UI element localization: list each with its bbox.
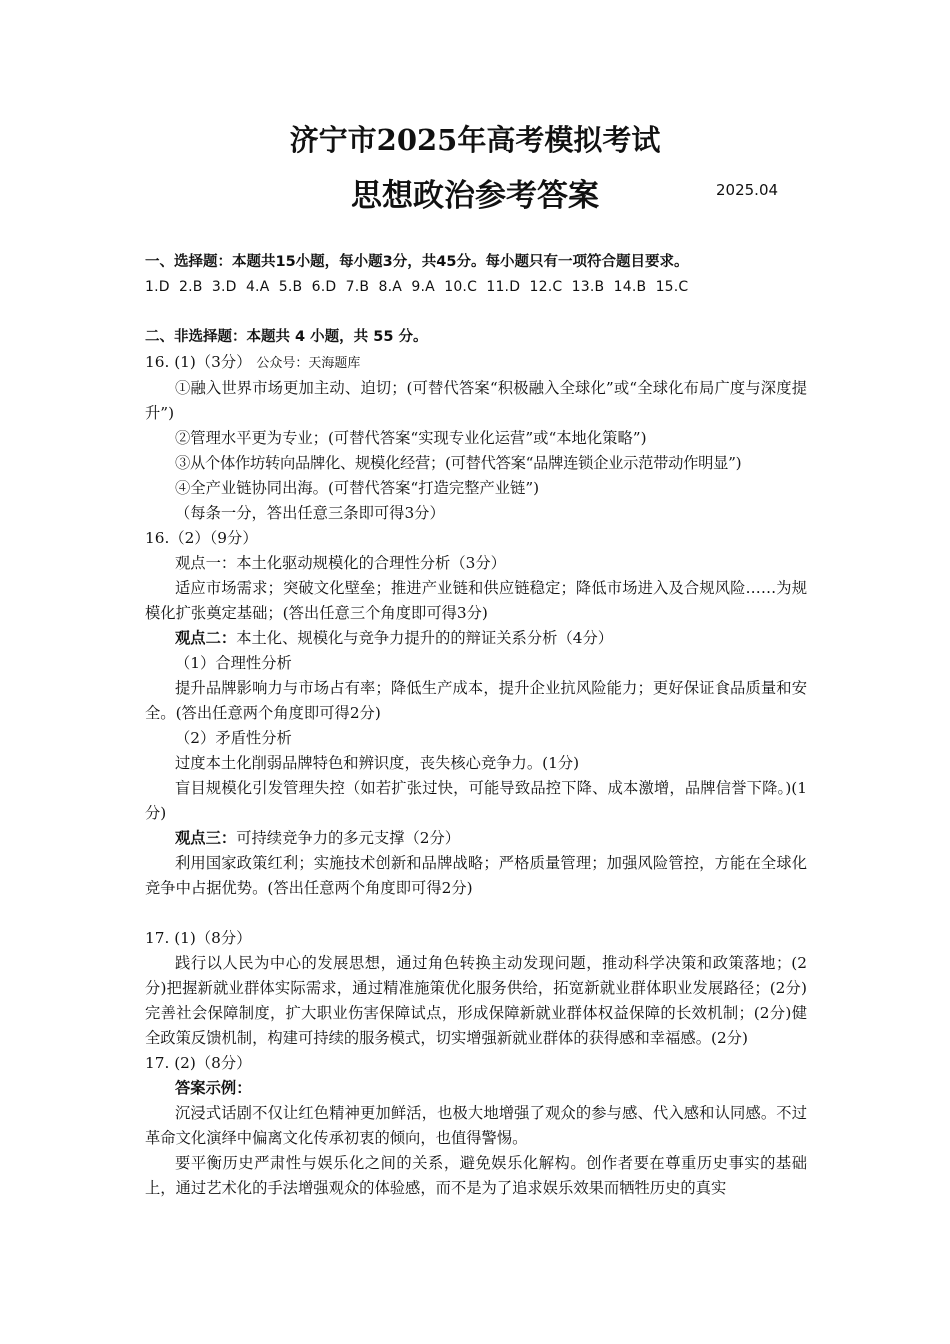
q16-1-item-3: ③从个体作坊转向品牌化、规模化经营；(可替代答案“品牌连锁企业示范带动作明显”) [175, 454, 742, 472]
document-date: 2025.04 [716, 181, 779, 199]
q16-2-view3-title: 可持续竞争力的多元支撑（2分） [236, 829, 461, 847]
section1-heading: 一、选择题：本题共15小题，每小题3分，共45分。每小题只有一项符合题目要求。 [145, 254, 689, 270]
q17-1-text: 践行以人民为中心的发展思想，通过角色转换主动发现问题，推动科学决策和政策落地；(2分)把握新就业群体实际需求，通过精准施策优化服务供给，拓宽新就业群体职业发展路径；(2分)完善社会保障制度，扩大职业伤害保障试点，形成保障新就业群体权益保障的长效机制；(2分)健全政策反馈机制，构建可持续的服务模式，切实增强新就业群体的获得感和幸福感。(2分) [145, 954, 807, 1047]
q16-2-view2-sub1: （1）合理性分析 [175, 654, 292, 672]
section2-heading: 二、非选择题：本题共 4 小题，共 55 分。 [145, 329, 428, 345]
q16-1-label-line [145, 350, 807, 376]
q16-2-view2-sub2-text2: 盲目规模化引发管理失控（如若扩张过快，可能导致品控下降、成本激增，品牌信誉下降。)(1分) [145, 779, 807, 822]
q16-2-view2-sub2-text1: 过度本土化削弱品牌特色和辨识度，丧失核心竞争力。(1分) [175, 754, 580, 772]
q16-2-view1-title: 观点一：本土化驱动规模化的合理性分析（3分） [175, 554, 506, 572]
q16-2-view3-line [145, 826, 807, 851]
q16-1-label: 16. (1)（3分） [145, 353, 252, 371]
q16-1-note: 公众号：天海题库 [256, 356, 361, 371]
q16-2-view1-text: 适应市场需求；突破文化壁垒；推进产业链和供应链稳定；降低市场进入及合规风险……为规模化扩张奠定基础；(答出任意三个角度即可得3分) [145, 579, 807, 622]
q16-2-view2-line [145, 626, 807, 651]
q17-2-para1: 沉浸式话剧不仅让红色精神更加鲜活，也极大地增强了观众的参与感、代入感和认同感。不过革命文化演绎中偏离文化传承初衷的倾向，也值得警惕。 [145, 1104, 807, 1147]
q16-2-view3-label: 观点三： [175, 829, 237, 847]
page-subtitle: 思想政治参考答案 [351, 178, 599, 214]
q16-2-view2-title: 本土化、规模化与竞争力提升的的辩证关系分析（4分） [236, 629, 614, 647]
q16-2-label: 16.（2）（9分） [145, 529, 258, 547]
q16-1-item-2: ②管理水平更为专业；(可替代答案“实现专业化运营”或“本地化策略”) [175, 429, 647, 447]
q16-1-scoring: （每条一分，答出任意三条即可得3分） [175, 504, 445, 522]
page-title: 济宁市2025年高考模拟考试 [289, 123, 661, 157]
q17-2-para2: 要平衡历史严肃性与娱乐化之间的关系，避免娱乐化解构。创作者要在尊重历史事实的基础上，通过艺术化的手法增强观众的体验感，而不是为了追求娱乐效果而牺牲历史的真实 [145, 1154, 807, 1197]
q16-2-view3-text: 利用国家政策红利；实施技术创新和品牌战略；严格质量管理；加强风险管控，方能在全球化竞争中占据优势。(答出任意两个角度即可得2分) [145, 854, 807, 897]
q17-2-label: 17. (2)（8分） [145, 1054, 252, 1072]
q16-1-item-1: ①融入世界市场更加主动、迫切；(可替代答案“积极融入全球化”或“全球化布局广度与深度提升”) [145, 379, 807, 422]
q16-2-view2-sub1-text: 提升品牌影响力与市场占有率；降低生产成本，提升企业抗风险能力；更好保证食品质量和安全。(答出任意两个角度即可得2分) [145, 679, 807, 722]
q16-2-view2-sub2: （2）矛盾性分析 [175, 729, 292, 747]
q16-1-item-4: ④全产业链协同出海。(可替代答案“打造完整产业链”) [175, 479, 540, 497]
q16-2-view2-label: 观点二： [175, 629, 237, 647]
answer-content [145, 250, 807, 1201]
choice-answers: 1.D 2.B 3.D 4.A 5.B 6.D 7.B 8.A 9.A 10.C 11.D 12.C 13.B 14.B 15.C [145, 279, 689, 295]
q17-1-label: 17. (1)（8分） [145, 929, 252, 947]
q17-2-example-label: 答案示例： [175, 1079, 252, 1097]
